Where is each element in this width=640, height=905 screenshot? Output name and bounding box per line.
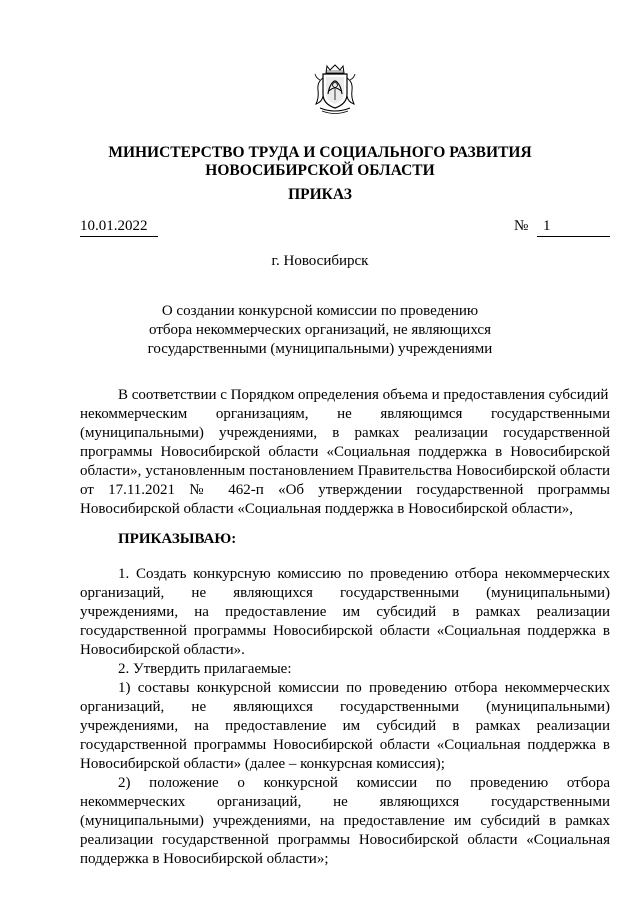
preamble-line: программы Новосибирской области «Социальная поддержка в Новосибирской — [80, 444, 610, 460]
preamble-line: некоммерческим организациям, не являющимся государственными — [80, 406, 610, 422]
item2-1-line: 1) составы конкурсной комиссии по проведению отбора некоммерческих — [118, 680, 610, 696]
item1-line: организаций, не являющихся государственными (муниципальными) — [80, 585, 610, 601]
ministry-name-line2: НОВОСИБИРСКОЙ ОБЛАСТИ — [205, 162, 435, 179]
preamble-line: от 17.11.2021 № 462-п «Об утверждении государственной программы — [80, 482, 610, 498]
preamble-line: В соответствии с Порядком определения объема и предоставления субсидий — [118, 387, 609, 403]
preamble-line: Новосибирской области «Социальная поддержка в Новосибирской области», — [80, 501, 573, 517]
item2-2-line: поддержка в Новосибирской области»; — [80, 851, 329, 867]
subject-line: О создании конкурсной комиссии по проведению — [161, 303, 479, 319]
item2-2-line: (муниципальными) учреждениями, на предоставление им субсидий в рамках — [80, 813, 610, 829]
order-number-label: № — [514, 218, 529, 234]
item2-2-line: 2) положение о конкурсной комиссии по проведению отбора — [118, 775, 610, 791]
item2-2-line: некоммерческих организаций, не являющихся государственными — [80, 794, 610, 810]
subject-line: государственными (муниципальными) учреждениями — [147, 341, 493, 357]
preamble-line: области», установленным постановлением Правительства Новосибирской области — [80, 463, 610, 479]
order-word: ПРИКАЗЫВАЮ: — [118, 531, 237, 547]
item2-1-line: учреждениями, на предоставление им субсидий в рамках реализации — [80, 718, 610, 734]
item2-1-line: государственной программы Новосибирской области «Социальная поддержка в — [80, 737, 610, 753]
item1-line: государственной программы Новосибирской области «Социальная поддержка в — [80, 623, 610, 639]
subject-line: отбора некоммерческих организаций, не являющихся — [149, 322, 491, 338]
preamble-line: (муниципальными) учреждениями, в рамках реализации государственной — [80, 425, 610, 441]
order-date: 10.01.2022 — [80, 216, 158, 237]
ministry-name-line1: МИНИСТЕРСТВО ТРУДА И СОЦИАЛЬНОГО РАЗВИТИЯ — [108, 144, 532, 161]
novosibirsk-coat-of-arms-icon — [314, 64, 356, 116]
item2-line: 2. Утвердить прилагаемые: — [118, 661, 292, 677]
city: г. Новосибирск — [271, 253, 369, 269]
order-subject — [0, 302, 640, 359]
item1-line: Новосибирской области». — [80, 642, 245, 658]
item2-2-line: реализации государственной программы Новосибирской области «Социальная — [80, 832, 610, 848]
order-number: 1 — [537, 216, 610, 237]
item1-line: 1. Создать конкурсную комиссию по проведению отбора некоммерческих — [118, 566, 610, 582]
item1-line: учреждениями, на предоставление им субсидий в рамках реализации — [80, 604, 610, 620]
document-type: ПРИКАЗ — [288, 186, 352, 203]
item2-1-line: Новосибирской области» (далее – конкурсная комиссия); — [80, 756, 445, 772]
item2-1-line: организаций, не являющихся государственными (муниципальными) — [80, 699, 610, 715]
